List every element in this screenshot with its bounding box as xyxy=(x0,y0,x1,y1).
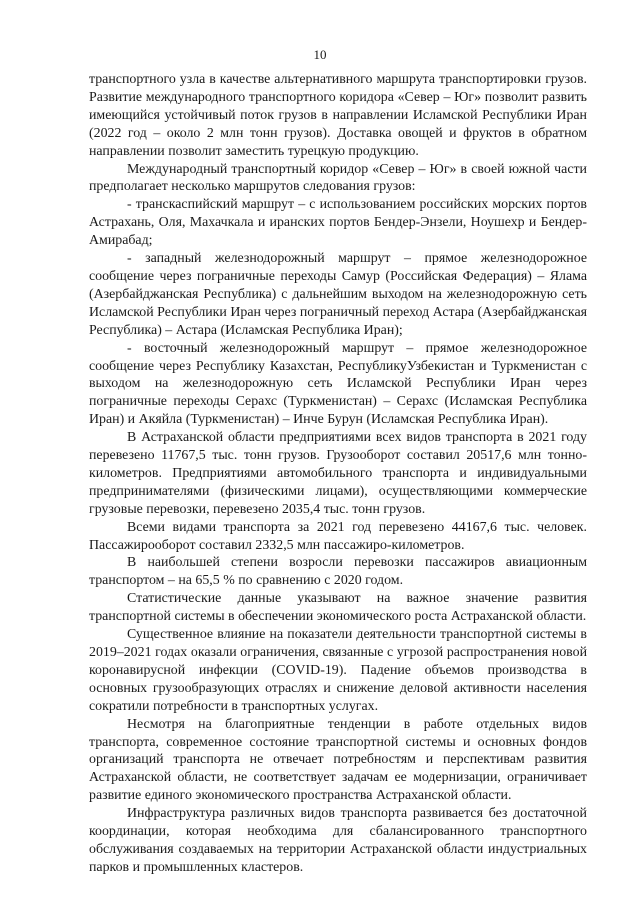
page-number: 10 xyxy=(313,47,327,62)
paragraph: Инфраструктура различных видов транспорта развивается без достаточной координации, которая необходима для сбалансированного транспортного обслуживания создаваемых на территории Астраханской области индустриальных парков и промышленных кластеров. xyxy=(89,806,587,875)
paragraph: транспортного узла в качестве альтернативного маршрута транспортировки грузов. Развитие международного транспортного коридора «Север – Юг» позволит развить имеющийся устойчивый поток грузов в направлении Исламской Республики Иран (2022 год – около 2 млн тонн грузов). Доставка овощей и фруктов в обратном направлении позволит заместить турецкую продукцию. xyxy=(89,72,587,159)
list-item: - восточный железнодорожный маршрут – прямое железнодорожное сообщение через Республику Казахстан, РеспубликуУзбекистан и Туркменистан с выходом на железнодорожную сеть Исламской Республики Иран через пограничные переходы Серахс (Туркменистан) – Серахс (Исламская Республика Иран) и Акяйла (Туркменистан) – Инче Бурун (Исламская Республика Иран). xyxy=(89,340,587,428)
paragraph: Несмотря на благоприятные тенденции в работе отдельных видов транспорта, современное состояние транспортной системы и основных фондов организаций транспорта не отвечает потребностям и перспективам развития Астраханской области, не соответствует задачам ее модернизации, ограничивает развитие единого экономического пространства Астраханской области. xyxy=(89,716,587,804)
list-item: - транскаспийский маршрут – с использованием российских морских портов Астрахань, Оля, Махачкала и иранских портов Бендер-Энзели, Ноушехр и Бендер-Амирабад; xyxy=(89,197,587,249)
paragraph: В наибольшей степени возросли перевозки пассажиров авиационным транспортом – на 65,5 % по сравнению с 2020 годом. xyxy=(89,555,587,589)
paragraph: Всеми видами транспорта за 2021 год перевезено 44167,6 тыс. человек. Пассажирооборот составил 2332,5 млн пассажиро-километров. xyxy=(89,519,587,553)
paragraph: Статистические данные указывают на важное значение развития транспортной системы в обеспечении экономического роста Астраханской области. xyxy=(89,591,587,625)
paragraph: Международный транспортный коридор «Север – Юг» в своей южной части предполагает несколько маршрутов следования грузов: xyxy=(89,161,587,195)
paragraph: В Астраханской области предприятиями всех видов транспорта в 2021 году перевезено 11767,5 тыс. тонн грузов. Грузооборот составил 20517,6 млн тонно-километров. Предприятиями автомобильного транспорта и индивидуальными предпринимателями (физическими лицами), осуществляющими коммерческие грузовые перевозки, перевезено 2035,4 тыс. тонн грузов. xyxy=(89,430,587,517)
body-text xyxy=(89,71,587,877)
paragraph: Существенное влияние на показатели деятельности транспортной системы в 2019–2021 годах оказали ограничения, связанные с угрозой распространения новой коронавирусной инфекции (COVID-19). Падение объемов производства в основных грузообразующих отраслях и снижение деловой активности населения сократили потребности в транспортных услугах. xyxy=(89,627,587,714)
list-item: - западный железнодорожный маршрут – прямое железнодорожное сообщение через пограничные переходы Самур (Российская Федерация) – Ялама (Азербайджанская Республика) с дальнейшим выходом на железнодорожную сеть Исламской Республики Иран через пограничный переход Астара (Азербайджанская Республика) – Астара (Исламская Республика Иран); xyxy=(89,251,587,338)
